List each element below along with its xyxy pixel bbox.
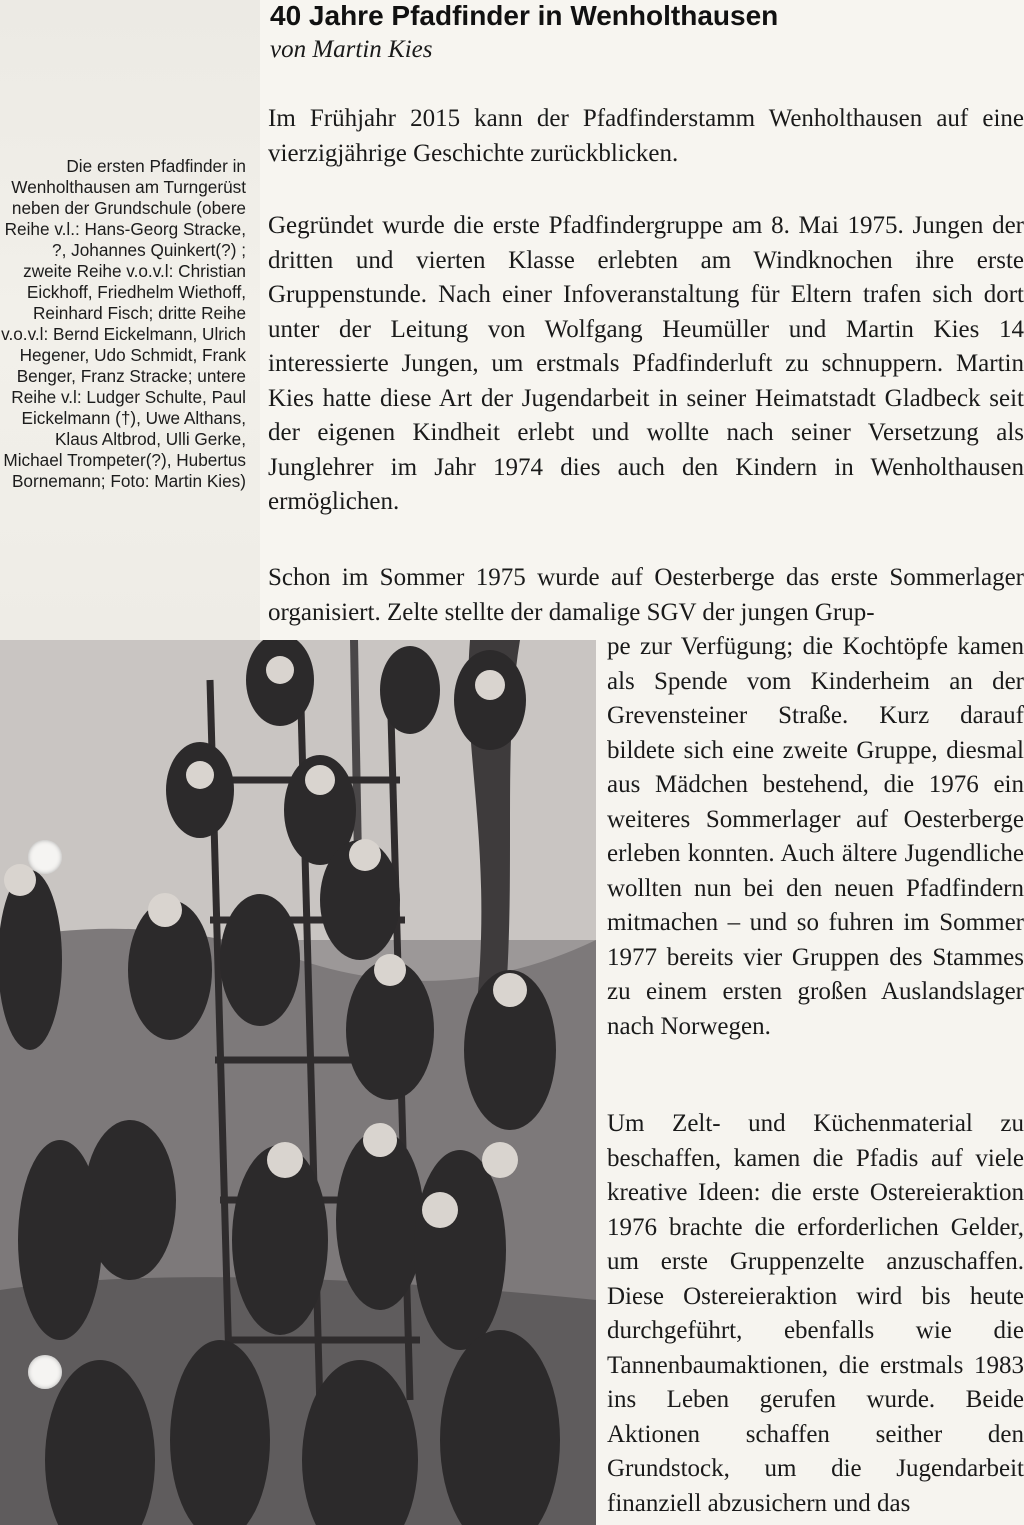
punch-hole [28, 840, 62, 874]
paragraph-summer-camp-wide: Schon im Sommer 1975 wurde auf Oesterberge das erste Sommerlager organisiert. Zelte stellte der damalige SGV der jungen Grup- [268, 564, 1024, 626]
paragraph-founding: Gegründet wurde die erste Pfadfindergruppe am 8. Mai 1975. Jungen der dritten und vierten Klasse erlebten am Windknochen ihre erste Gruppenstunde. Nach einer Infoveranstaltung für Eltern trafen sich dort unter der Leitung von Wolfgang Heumüller und Martin Kies 14 interessierte Jungen, um erstmals Pfadfinderluft zu schnuppern. Martin Kies hatte diese Art der Jugendarbeit in seiner Heimatstadt Gladbeck seit der eigenen Kindheit erlebt und wollte nach seiner Versetzung als Junglehrer im Jahr 1974 dies auch den Kindern in Wenholthausen ermöglichen. [268, 212, 1024, 515]
paragraph-summer-camp-narrow: pe zur Verfügung; die Kochtöpfe kamen als Spende vom Kinderheim an der Grevensteiner Straße. Kurz darauf bildete sich eine zweite Gruppe, diesmal aus Mädchen bestehend, die 1976 ein weiteres Sommerlager auf Oesterberge erleben konnten. Auch ältere Jugendliche wollten nun bei den neuen Pfadfindern mitmachen – und so fuhren im Sommer 1977 bereits vier Gruppen des Stammes zu einem ersten großen Auslandslager nach Norwegen. [607, 633, 1024, 1040]
photo-caption: Die ersten Pfadfinder in Wenholthausen am Turngerüst neben der Grundschule (obere Reihe v.l.: Hans-Georg Stracke, ?, Johannes Quinkert(?) ; zweite Reihe v.o.v.l: Christian Eickhoff, Friedhelm Wiethoff, Reinhard Fisch; dritte Reihe v.o.v.l: Bernd Eickelmann, Ulrich Hegener, Udo Schmidt, Frank Benger, Franz Stracke; untere Reihe v.l: Ludger Schulte, Paul Eickelmann (†), Uwe Althans, Klaus Altbrod, Ulli Gerke, Michael Trompeter(?), Hubertus Bornemann; Foto: Martin Kies) [1, 156, 246, 491]
paragraph-intro: Im Frühjahr 2015 kann der Pfadfinderstamm Wenholthausen auf eine vierzigjährige Geschichte zurückblicken. [268, 105, 1024, 167]
group-photo-illustration [0, 640, 596, 1525]
paragraph-fundraising: Um Zelt- und Küchenmaterial zu beschaffen, kamen die Pfadis auf viele kreative Ideen: die erste Ostereieraktion 1976 brachte die erforderlichen Gelder, um erste Gruppenzelte anzuschaffen. Diese Ostereieraktion wird bis heute durchgeführt, ebenfalls wie die Tannenbaumaktionen, die erstmals 1983 ins Leben gerufen wurde. Beide Aktionen schaffen seither den Grundstock, um die Jugendarbeit finanziell abzusichern und das [607, 1110, 1024, 1517]
group-photo [0, 640, 596, 1525]
article-title: 40 Jahre Pfadfinder in Wenholthausen [270, 0, 779, 31]
punch-hole [28, 1355, 62, 1389]
article-byline: von Martin Kies [270, 36, 433, 63]
